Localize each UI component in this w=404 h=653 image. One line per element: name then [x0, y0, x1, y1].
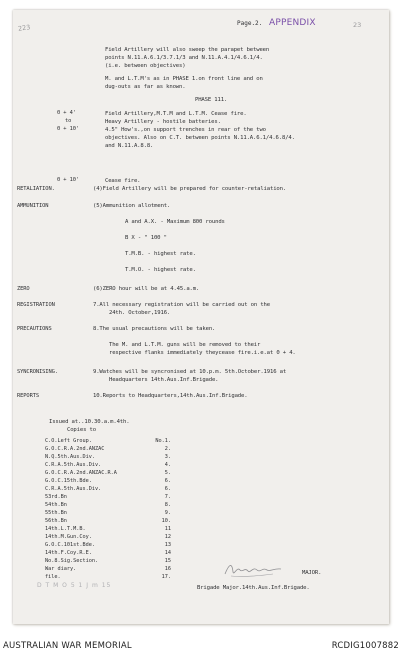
- body-line: Heavy Artillery - hostile batteries.: [105, 119, 221, 125]
- time-label: 0 + 10': [57, 126, 80, 132]
- section-label: REPORTS: [17, 393, 40, 399]
- copy-row: G.O.C.R.A.2nd.ANZAC 2.: [45, 446, 171, 452]
- body-line: M. and L.T.M's as in PHASE 1.on front line and on: [105, 76, 263, 82]
- footer-right: RCDIG1007882: [331, 641, 399, 651]
- ammunition-line: B X - " 100 ": [125, 235, 167, 241]
- copy-row: 14th.F.Coy.R.E. 14: [45, 550, 171, 556]
- body-line: 24th. October,1916.: [109, 310, 171, 316]
- time-label: to: [65, 118, 72, 124]
- copy-row: G.O.C.R.A.2nd.ANZAC.R.A 5.: [45, 470, 171, 476]
- section-label: RETALIATION.: [17, 186, 55, 192]
- handwritten-signature: [223, 558, 283, 580]
- issued-line: Issued at..10.30.a.m.4th.: [49, 419, 130, 425]
- body-line: and N.11.A.8.8.: [105, 143, 154, 149]
- footer-left: AUSTRALIAN WAR MEMORIAL: [3, 641, 132, 651]
- body-line: dug-outs as far as known.: [105, 84, 186, 90]
- pencil-folio-left: 223: [17, 23, 31, 33]
- body-line: (i.e. between objectives): [105, 63, 186, 69]
- pencil-note-bottom: D T M O 5 1 J m 15: [37, 582, 112, 589]
- page-number: Page.2.: [237, 20, 263, 27]
- time-label: 0 + 4': [57, 110, 76, 116]
- body-line: Headquarters 14th.Aus.Inf.Brigade.: [109, 377, 219, 383]
- copy-row: 56th.Bn 10.: [45, 518, 171, 524]
- copy-row: C.R.A.5th.Aus.Div. 4.: [45, 462, 171, 468]
- copy-row: War diary. 16: [45, 566, 171, 572]
- body-line: 10.Reports to Headquarters,14th.Aus.Inf.Brigade.: [93, 393, 248, 399]
- copy-row: C.O.Left Group. No.1.: [45, 438, 171, 444]
- document-page: [13, 10, 389, 624]
- body-line: 7.All necessary registration will be carried out on the: [93, 302, 270, 308]
- copy-row: file. 17.: [45, 574, 171, 580]
- section-label: REGISTRATION: [17, 302, 55, 308]
- body-line: 9.Watches will be syncronised at 10.p.m. 5th.October.1916 at: [93, 369, 287, 375]
- copies-heading: Copies to: [67, 427, 96, 433]
- phase-heading: PHASE 111.: [195, 97, 228, 103]
- body-line: (6)ZERO hour will be at 4.45.a.m.: [93, 286, 200, 292]
- copy-row: 54th.Bn 8.: [45, 502, 171, 508]
- body-line: (5)Ammunition allotment.: [93, 203, 171, 209]
- body-line: Field Artillery will also sweep the parapet between: [105, 47, 270, 53]
- copy-row: No.8.Sig.Section. 15: [45, 558, 171, 564]
- copy-row: 14th.M.Gun.Coy. 12: [45, 534, 171, 540]
- section-label: SYNCRONISING.: [17, 369, 58, 375]
- body-line: points N.11.A.6.1/3.7.1/3 and N.11.A.4.1/4.6.1/4.: [105, 55, 263, 61]
- body-line: respective flanks immediately theycease fire.i.e.at 0 + 4.: [109, 350, 296, 356]
- copy-row: 53rd.Bn 7.: [45, 494, 171, 500]
- body-line: (4)Field Artillery will be prepared for counter-retaliation.: [93, 186, 287, 192]
- signature-title: Brigade Major.14th.Aus.Inf.Brigade.: [197, 585, 310, 591]
- body-line: The M. and L.T.M. guns will be removed to their: [109, 342, 261, 348]
- body-line: objectives. Also on C.T. between points N.11.A.6.1/4.6.8/4.: [105, 135, 295, 141]
- copy-row: G.O.C.101st.Bde. 13: [45, 542, 171, 548]
- copy-row: 55th.Bn 9.: [45, 510, 171, 516]
- copy-row: N.Q.5th.Aus.Div. 3.: [45, 454, 171, 460]
- body-line: 4.5" How's.,on support trenches in rear of the two: [105, 127, 266, 133]
- copy-row: C.R.A.5th.Aus.Div. 6.: [45, 486, 171, 492]
- appendix-stamp: APPENDIX: [269, 18, 316, 28]
- body-line: Field Artillery,M.T.M and L.T.M. Cease fire.: [105, 111, 247, 117]
- pencil-folio-right: 23: [353, 21, 362, 29]
- section-label: ZERO: [17, 286, 30, 292]
- copy-row: G.O.C.15th.Bde. 6.: [45, 478, 171, 484]
- section-label: PRECAUTIONS: [17, 326, 52, 332]
- section-label: AMMUNITION: [17, 203, 49, 209]
- copy-row: 14th.L.T.M.B. 11: [45, 526, 171, 532]
- ammunition-line: T.M.B. - highest rate.: [125, 251, 196, 257]
- ammunition-line: T.M.O. - highest rate.: [125, 267, 196, 273]
- body-line: 8.The usual precautions will be taken.: [93, 326, 216, 332]
- body-line: Cease fire.: [105, 178, 141, 184]
- signature-rank: MAJOR.: [302, 570, 322, 576]
- ammunition-line: A and A.X. - Maximum 800 rounds: [125, 219, 225, 225]
- time-label: 0 + 10': [57, 177, 80, 183]
